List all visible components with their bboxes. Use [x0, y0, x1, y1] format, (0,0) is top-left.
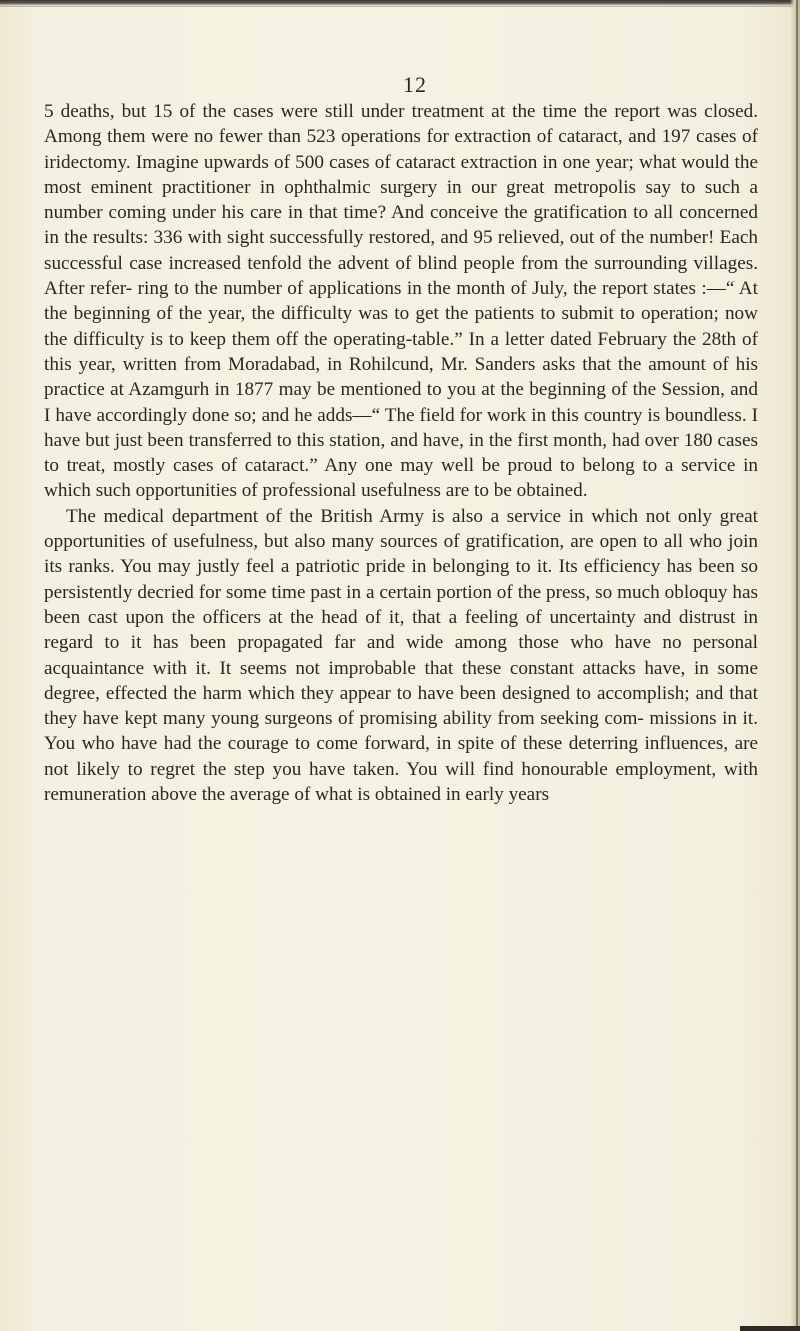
- page-edge-shadow: [790, 0, 800, 1331]
- paragraph-army-medical-department: The medical department of the British Army is also a service in which not only great opportunities of usefulness, but also many sources of gratification, are open to all who join its ranks. You may justly feel a patriotic pride in belonging to it. Its efficiency has been so persistently decried for some time past in a certain portion of the press, so much obloquy has been cast upon the officers at the head of it, that a feeling of uncertainty and distrust in regard to it has been propagated far and wide among those who have no personal acquaintance with it. It seems not improbable that these constant attacks have, in some degree, effected the harm which they appear to have been designed to accomplish; and that they have kept many young surgeons of promising ability from seeking com- missions in it. You who have had the courage to come forward, in spite of these deterring influences, are not likely to regret the step you have taken. You will find honourable employment, with remuneration above the average of what is obtained in early years: [44, 505, 758, 806]
- body-text: [44, 99, 758, 807]
- top-rule-shadow: [0, 6, 800, 7]
- page-number: 12: [403, 72, 427, 97]
- page-edge-line: [796, 0, 798, 1331]
- paragraph-continued: 5 deaths, but 15 of the cases were still under treatment at the time the report was closed. Among them were no fewer than 523 operations for extraction of cataract, and 197 cases of iridectomy. Imagine upwards of 500 cases of cataract extraction in one year; what would the most eminent practitioner in ophthalmic surgery in our great metropolis say to such a number coming under his care in that time? And conceive the gratification to all concerned in the results: 336 with sight successfully restored, and 95 relieved, out of the number! Each successful case increased tenfold the advent of blind people from the surrounding villages. After refer- ring to the number of applications in the month of July, the report states :—“ At the beginning of the year, the difficulty was to get the patients to submit to operation; now the difficulty is to keep them off the operating-table.” In a letter dated February the 28th of this year, written from Moradabad, in Rohilcund, Mr. Sanders asks that the amount of his practice at Azamgurh in 1877 may be mentioned to you at the beginning of the Session, and I have accordingly done so; and he adds—“ The field for work in this country is boundless. I have but just been transferred to this station, and have, in the first month, had over 180 cases to treat, mostly cases of cataract.” Any one may well be proud to belong to a service in which such opportunities of professional usefulness are to be obtained.: [44, 101, 758, 502]
- bottom-edge-mark: [740, 1326, 800, 1331]
